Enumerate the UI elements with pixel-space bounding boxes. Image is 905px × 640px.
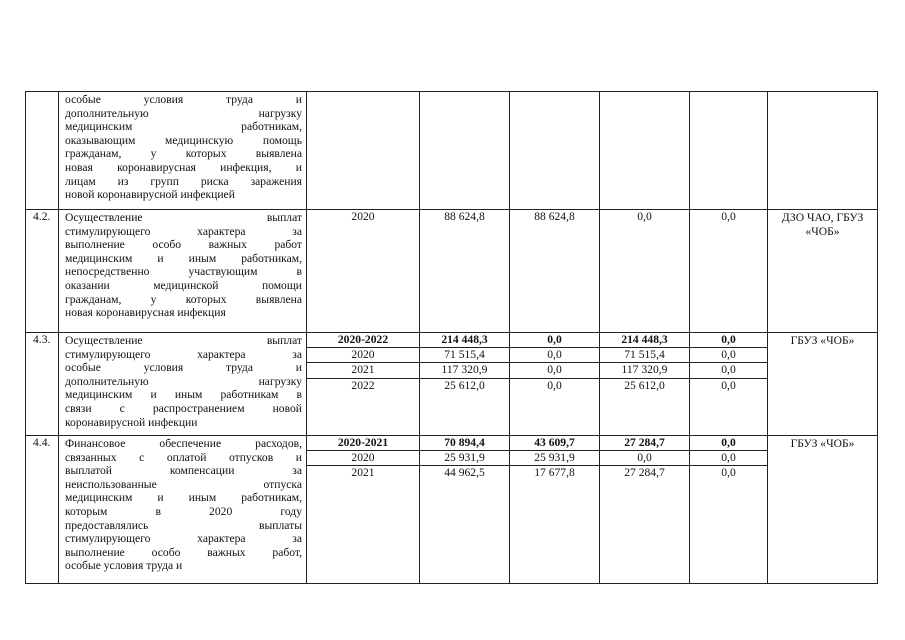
- value-c2: 214 448,3: [621, 333, 668, 346]
- value-total: 71 515,4: [420, 347, 509, 362]
- description-line: стимулирующего характера за: [65, 347, 302, 361]
- description-line: гражданам, у которых выявлена: [65, 147, 302, 161]
- value-c1: 0,0: [510, 378, 599, 393]
- value-total: 25 931,9: [420, 450, 509, 465]
- cell-c3: [690, 436, 768, 584]
- cell-c3: [690, 333, 768, 436]
- row-description: [59, 92, 307, 210]
- description-line: связи с распространением новой: [65, 401, 302, 415]
- cell-c2: [600, 333, 690, 436]
- value-c3: 0,0: [690, 465, 767, 480]
- value-total: 117 320,9: [420, 362, 509, 377]
- description-line: выполнение особо важных работ,: [65, 545, 302, 559]
- description-line: Финансовое обеспечение расходов,: [65, 437, 302, 450]
- value-years: 2020-2022: [337, 333, 389, 346]
- row-number: 4.3.: [26, 333, 59, 436]
- description-line: которым в 2020 году: [65, 504, 302, 518]
- cell-total: [420, 436, 510, 584]
- value-years: 2021: [307, 362, 419, 377]
- cell-c1: [510, 92, 600, 210]
- value-c2: 0,0: [637, 210, 652, 223]
- cell-years: [307, 210, 420, 333]
- value-total: 70 894,4: [444, 436, 485, 449]
- value-c1: 43 609,7: [534, 436, 575, 449]
- row-number: [26, 92, 59, 210]
- description-line: новой коронавирусной инфекцией: [65, 188, 235, 202]
- value-c2: 27 284,7: [600, 465, 689, 480]
- value-total: 25 612,0: [420, 378, 509, 393]
- value-years: 2020-2021: [337, 436, 389, 449]
- value-c2: 25 612,0: [600, 378, 689, 393]
- description-line: новая коронавирусная инфекция: [65, 306, 226, 320]
- description-line: дополнительную нагрузку: [65, 374, 302, 388]
- table-row: [26, 333, 878, 436]
- cell-total: [420, 210, 510, 333]
- description-line: медицинским работникам,: [65, 120, 302, 134]
- row-number: 4.2.: [26, 210, 59, 333]
- value-c1: 0,0: [547, 333, 562, 346]
- value-years: 2022: [307, 378, 419, 393]
- description-line: дополнительную нагрузку: [65, 106, 302, 120]
- cell-c2: [600, 92, 690, 210]
- description-line: медицинским и иным работникам,: [65, 251, 302, 265]
- cell-c2: [600, 436, 690, 584]
- value-years: 2020: [351, 210, 375, 223]
- description-line: Осуществление выплат: [65, 334, 302, 347]
- description-line: особые условия труда и: [65, 361, 302, 375]
- budget-table: [25, 91, 878, 584]
- value-c3: 0,0: [721, 210, 736, 223]
- row-executor: ГБУЗ «ЧОБ»: [768, 333, 878, 436]
- description-line: стимулирующего характера за: [65, 532, 302, 546]
- cell-total: [420, 92, 510, 210]
- value-c3: 0,0: [690, 347, 767, 362]
- value-c1: 0,0: [510, 347, 599, 362]
- cell-c3: [690, 92, 768, 210]
- value-total: 88 624,8: [444, 210, 485, 223]
- cell-total: [420, 333, 510, 436]
- row-description: [59, 333, 307, 436]
- cell-years: [307, 92, 420, 210]
- cell-c1: [510, 436, 600, 584]
- description-line: особые условия труда и: [65, 559, 183, 573]
- description-line: Осуществление выплат: [65, 211, 302, 224]
- description-line: предоставлялись выплаты: [65, 518, 302, 532]
- value-c1: 17 677,8: [510, 465, 599, 480]
- value-c1: 88 624,8: [534, 210, 575, 223]
- cell-c2: [600, 210, 690, 333]
- value-years: 2020: [307, 347, 419, 362]
- value-c3: 0,0: [690, 378, 767, 393]
- value-total: 214 448,3: [441, 333, 488, 346]
- row-description: [59, 436, 307, 584]
- description-line: оказывающим медицинскую помощь: [65, 133, 302, 147]
- cell-c1: [510, 333, 600, 436]
- row-executor: [768, 92, 878, 210]
- value-c1: 25 931,9: [510, 450, 599, 465]
- value-c2: 117 320,9: [600, 362, 689, 377]
- cell-c3: [690, 210, 768, 333]
- table-row: [26, 436, 878, 584]
- row-executor: ГБУЗ «ЧОБ»: [768, 436, 878, 584]
- value-c3: 0,0: [690, 362, 767, 377]
- cell-c1: [510, 210, 600, 333]
- description-line: оказании медицинской помощи: [65, 278, 302, 292]
- description-line: стимулирующего характера за: [65, 224, 302, 238]
- table-body: [26, 92, 878, 584]
- value-years: 2021: [307, 465, 419, 480]
- table-row: [26, 92, 878, 210]
- description-line: медицинским и иным работникам,: [65, 491, 302, 505]
- description-line: непосредственно участвующим в: [65, 265, 302, 279]
- table-row: [26, 210, 878, 333]
- description-line: выплатой компенсации за: [65, 464, 302, 478]
- value-c2: 27 284,7: [624, 436, 665, 449]
- description-line: особые условия труда и: [65, 93, 302, 106]
- value-c3: 0,0: [721, 333, 736, 346]
- description-line: медицинским и иным работникам в: [65, 388, 302, 402]
- description-line: коронавирусной инфекции: [65, 415, 198, 429]
- value-c2: 71 515,4: [600, 347, 689, 362]
- description-line: связанных с оплатой отпусков и: [65, 450, 302, 464]
- value-c2: 0,0: [600, 450, 689, 465]
- description-line: лицам из групп риска заражения: [65, 174, 302, 188]
- value-c1: 0,0: [510, 362, 599, 377]
- description-line: выполнение особо важных работ: [65, 238, 302, 252]
- row-executor: ДЗО ЧАО, ГБУЗ «ЧОБ»: [768, 210, 878, 333]
- value-c3: 0,0: [690, 450, 767, 465]
- row-description: [59, 210, 307, 333]
- value-total: 44 962,5: [420, 465, 509, 480]
- row-number: 4.4.: [26, 436, 59, 584]
- value-years: 2020: [307, 450, 419, 465]
- description-line: неиспользованные отпуска: [65, 477, 302, 491]
- value-c3: 0,0: [721, 436, 736, 449]
- description-line: новая коронавирусная инфекция, и: [65, 160, 302, 174]
- cell-years: [307, 333, 420, 436]
- description-line: гражданам, у которых выявлена: [65, 292, 302, 306]
- cell-years: [307, 436, 420, 584]
